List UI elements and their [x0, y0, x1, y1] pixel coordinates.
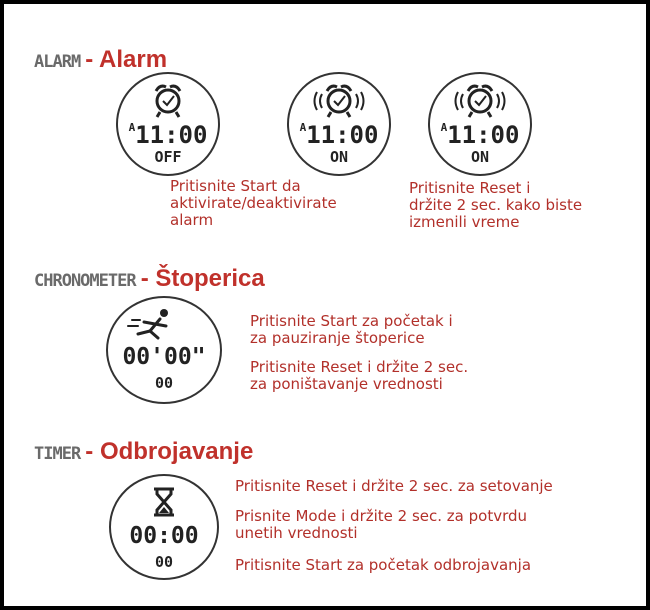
timer-dial	[109, 474, 219, 580]
alarm-prefix: A	[299, 121, 307, 134]
alarm-dial-on	[287, 72, 391, 176]
alarm-prefix: A	[128, 121, 136, 134]
timer-desc-mode: Prisnite Mode i držite 2 sec. za potvrdu unetih vrednosti	[235, 507, 528, 542]
timer-heading-en: TIMER	[34, 444, 81, 464]
timer-heading	[34, 438, 253, 466]
alarm-state-on: ON	[329, 148, 349, 166]
timer-heading-sr: - Odbrojavanje	[85, 438, 254, 465]
chrono-time: 00'00"	[122, 344, 206, 370]
alarm-state-on: ON	[470, 148, 490, 166]
alarm-heading-sr: - Alarm	[85, 46, 168, 73]
chrono-desc-reset: Pritisnite Reset i držite 2 sec. za poništavanje vrednosti	[250, 358, 469, 393]
timer-sub: 00	[154, 553, 174, 571]
alarm-time: 11:00	[447, 121, 520, 149]
alarm-time: 11:00	[135, 121, 208, 149]
alarm-heading	[34, 46, 167, 74]
chrono-heading	[34, 265, 265, 293]
chrono-desc-start: Pritisnite Start za početak i za pauziranje štoperice	[250, 312, 453, 347]
alarm-dial-set	[428, 72, 532, 176]
alarm-prefix: A	[440, 121, 448, 134]
chrono-sub: 00	[154, 374, 174, 392]
alarm-desc-reset: Pritisnite Reset i držite 2 sec. kako biste izmenili vreme	[409, 179, 583, 231]
alarm-state-off: OFF	[154, 148, 182, 166]
alarm-desc-start: Pritisnite Start da aktivirate/deaktivirate alarm	[170, 177, 337, 229]
timer-desc-reset: Pritisnite Reset i držite 2 sec. za setovanje	[235, 477, 553, 495]
alarm-dial-off	[116, 72, 220, 176]
chrono-heading-sr: - Štoperica	[140, 265, 265, 292]
timer-time: 00:00	[129, 523, 199, 549]
timer-desc-start: Pritisnite Start za početak odbrojavanja	[235, 556, 532, 574]
alarm-time: 11:00	[306, 121, 379, 149]
chrono-dial	[106, 296, 222, 404]
instruction-panel	[4, 4, 646, 606]
alarm-heading-en: ALARM	[34, 52, 81, 72]
chrono-heading-en: CHRONOMETER	[34, 271, 136, 291]
